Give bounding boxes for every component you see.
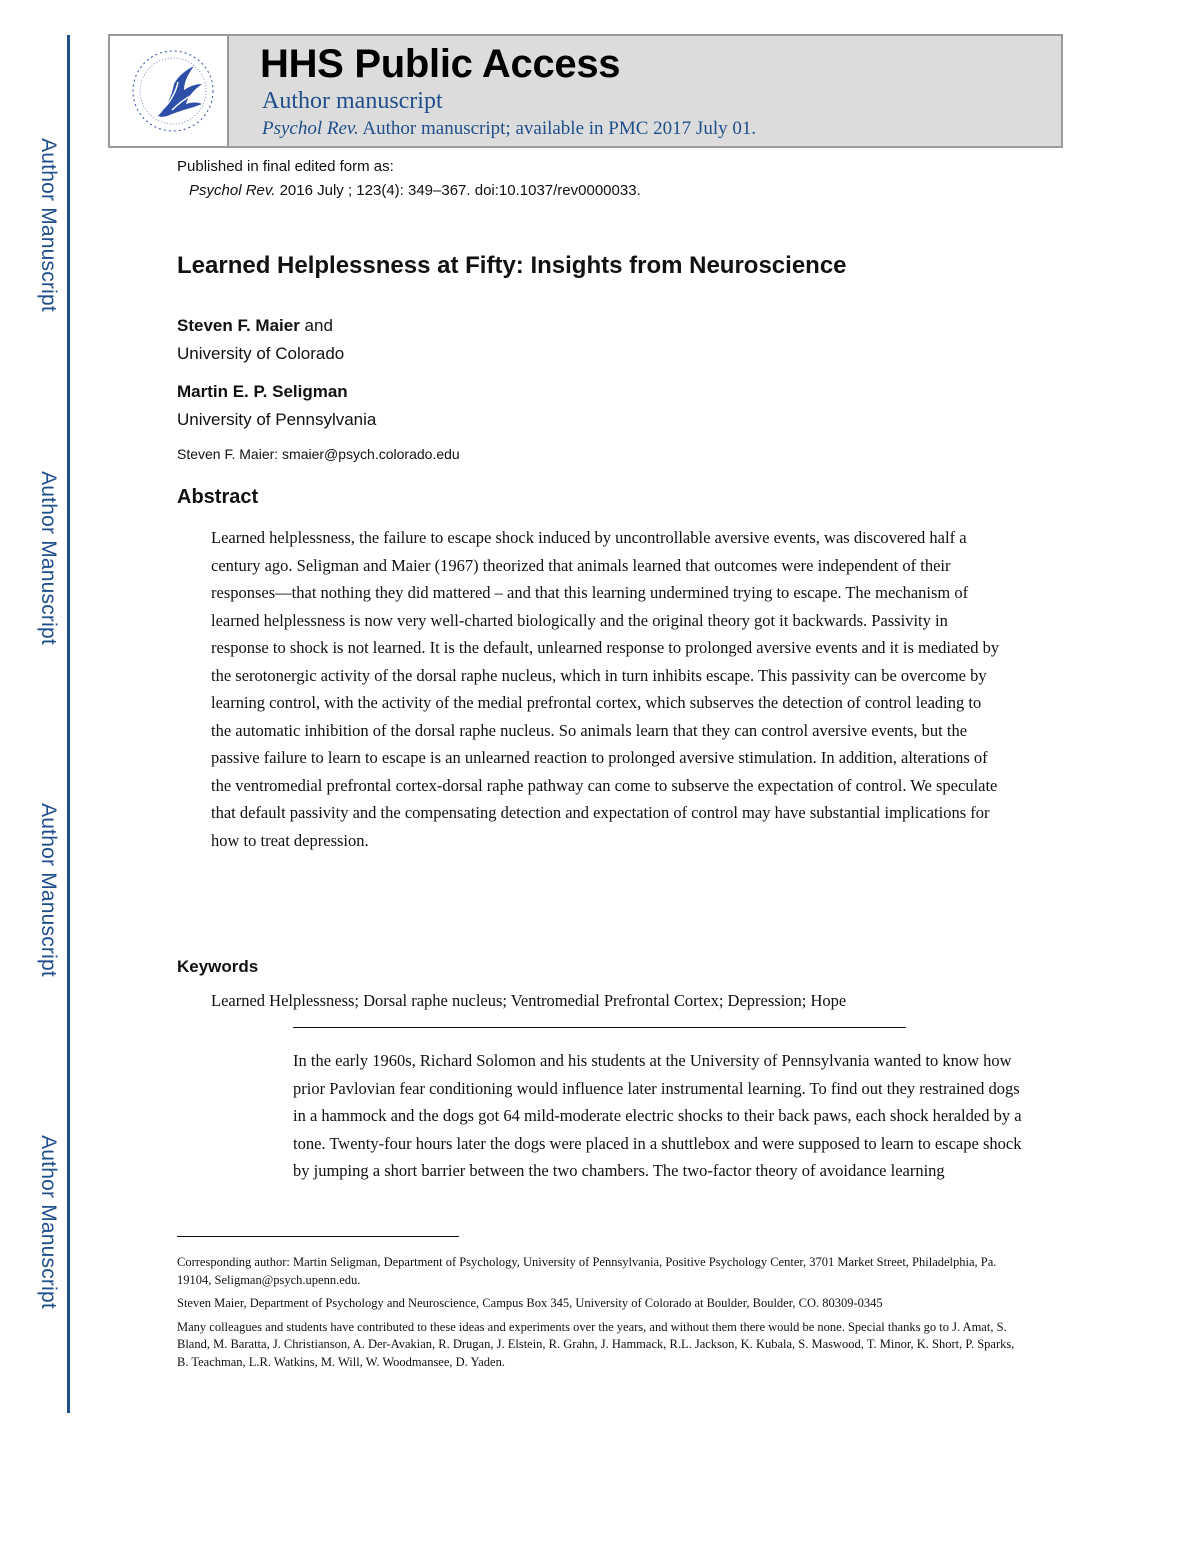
keywords-heading: Keywords <box>177 957 259 976</box>
author-row <box>177 378 460 406</box>
footnote-second-author: Steven Maier, Department of Psychology and Neuroscience, Campus Box 345, University of Colorado at Boulder, Boulder, CO. 80309-0345 <box>177 1296 883 1310</box>
author-affiliation: University of Colorado <box>177 344 345 363</box>
margin-rule <box>67 35 70 1413</box>
header-subtitle: Author manuscript <box>262 88 443 114</box>
published-citation: 2016 July ; 123(4): 349–367. doi:10.1037/rev0000033. <box>279 182 641 199</box>
contact-email: Steven F. Maier: smaier@psych.colorado.edu <box>177 446 460 462</box>
header-citation <box>262 118 756 140</box>
author-name: Steven F. Maier <box>177 316 300 335</box>
published-journal: Psychol Rev. <box>189 182 276 199</box>
body-paragraph: In the early 1960s, Richard Solomon and his students at the University of Pennsylvania wanted to know how prior Pavlovian fear conditioning would influence later instrumental learning. To find out they restrained dogs in a hammock and the dogs got 64 mild-moderate electric shocks to their back paws, each shock heralded by a tone. Twenty-four hours later the dogs were placed in a shuttlebox and were supposed to learn to escape shock by jumping a short barrier between the two chambers. The two-factor theory of avoidance learning <box>293 1051 1022 1180</box>
header-title: HHS Public Access <box>260 42 621 86</box>
header-journal: Psychol Rev. <box>262 118 359 139</box>
header-gray-panel <box>227 36 1061 146</box>
margin-label-3: Author Manuscript <box>37 803 60 977</box>
hhs-header <box>108 34 1063 148</box>
author-conjunction: and <box>299 316 333 335</box>
published-note <box>177 155 641 203</box>
section-divider <box>293 1027 906 1028</box>
margin-label-2: Author Manuscript <box>37 471 60 645</box>
abstract-heading: Abstract <box>177 486 259 508</box>
author-row <box>177 312 460 340</box>
header-availability: Author manuscript; available in PMC 2017 July 01. <box>362 118 757 139</box>
paper-title: Learned Helplessness at Fifty: Insights from Neuroscience <box>177 252 847 279</box>
keywords-text: Learned Helplessness; Dorsal raphe nucleus; Ventromedial Prefrontal Cortex; Depression; Hope <box>211 991 847 1010</box>
margin-label-1: Author Manuscript <box>37 138 60 312</box>
author-list <box>177 312 460 462</box>
abstract-text: Learned helplessness, the failure to escape shock induced by uncontrollable aversive events, was discovered half a century ago. Seligman and Maier (1967) theorized that animals learned that outcomes were independent of their responses—that nothing they did mattered – and that this learning undermined trying to escape. The mechanism of learned helplessness is now very well-charted biologically and the original theory got it backwards. Passivity in response to shock is not learned. It is the default, unlearned response to prolonged aversive events and it is mediated by the serotonergic activity of the dorsal raphe nucleus, which in turn inhibits escape. This passivity can be overcome by learning control, with the activity of the medial prefrontal cortex, which subserves the detection of control leading to the automatic inhibition of the dorsal raphe nucleus. So animals learn that they can control aversive events, but the passive failure to learn to escape is an unlearned reaction to prolonged aversive stimulation. In addition, alterations of the ventromedial prefrontal cortex-dorsal raphe pathway can come to subserve the expectation of control. We speculate that default passivity and the compensating detection and expectation of control may have substantial implications for how to treat depression. <box>211 528 1000 850</box>
footnote-acknowledgements: Many colleagues and students have contributed to these ideas and experiments over the years, and without them there would be none. Special thanks go to J. Amat, S. Bland, M. Baratta, J. Christianson, A. Der-Avakian, R. Drugan, J. Elstein, R. Grahn, J. Hammack, R.L. Jackson, K. Kubala, S. Maswood, T. Minor, K. Short, P. Sparks, B. Teachman, L.R. Watkins, M. Will, W. Woodmansee, D. Yaden. <box>177 1319 1015 1369</box>
author-affiliation: University of Pennsylvania <box>177 410 377 429</box>
footnotes <box>177 1254 1017 1377</box>
published-citation-line <box>177 179 641 203</box>
footnote-divider <box>177 1236 459 1237</box>
footnote-corresponding-author: Corresponding author: Martin Seligman, Department of Psychology, University of Pennsylvania, Positive Psychology Center, 3701 Market Street, Philadelphia, Pa. 19104, Seligman@psych.upenn.edu. <box>177 1255 997 1287</box>
hhs-eagle-logo-icon <box>128 46 218 136</box>
published-intro: Published in final edited form as: <box>177 158 394 175</box>
margin-label-4: Author Manuscript <box>37 1135 60 1309</box>
author-name: Martin E. P. Seligman <box>177 382 348 401</box>
